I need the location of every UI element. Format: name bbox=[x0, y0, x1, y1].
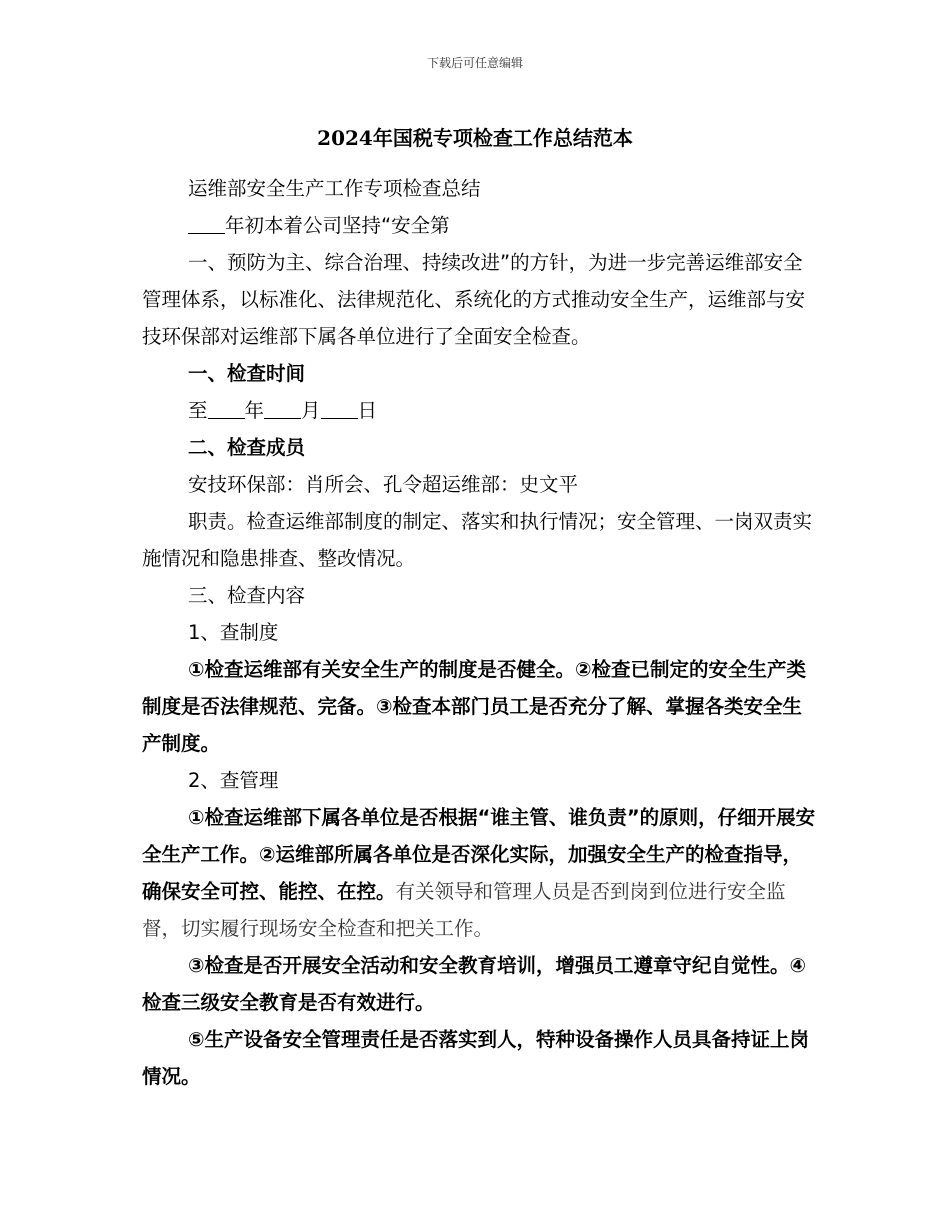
intro-line bbox=[142, 207, 818, 244]
item2-paragraph bbox=[142, 799, 818, 947]
date-to: 至 bbox=[188, 399, 208, 422]
document-body bbox=[142, 170, 818, 1095]
section-heading-content: 三、检查内容 bbox=[188, 584, 306, 607]
subtitle: 运维部安全生产工作专项检查总结 bbox=[188, 177, 481, 200]
item1-paragraph: ①检查运维部有关安全生产的制度是否健全。②检查已制定的安全生产类制度是否法律规范、完备。③检查本部门员工是否充分了解、掌握各类安全生产制度。 bbox=[142, 658, 807, 755]
date-month: 月 bbox=[301, 399, 321, 422]
item2-paragraph-3: ③检查是否开展安全活动和安全教育培训，增强员工遵章守纪自觉性。④检查三级安全教育是否有效进行。 bbox=[142, 954, 807, 1014]
header-note: 下载后可任意编辑 bbox=[426, 56, 523, 70]
duties-paragraph: 职责。检查运维部制度的制定、落实和执行情况；安全管理、一岗双责实施情况和隐患排查、整改情况。 bbox=[142, 510, 813, 570]
section-heading-members: 二、检查成员 bbox=[188, 436, 306, 459]
date-year: 年 bbox=[244, 399, 265, 422]
intro-paragraph: 一、预防为主、综合治理、持续改进”的方针，为进一步完善运维部安全管理体系，以标准化、法律规范化、系统化的方式推动安全生产，运维部与安技环保部对运维部下属各单位进行了全面安全检查。 bbox=[142, 251, 806, 348]
blank-underline bbox=[188, 213, 225, 234]
item1-heading: 1、查制度 bbox=[188, 621, 279, 644]
blank-month bbox=[264, 398, 301, 419]
blank-day bbox=[321, 398, 358, 419]
item2-paragraph-5: ⑤生产设备安全管理责任是否落实到人，特种设备操作人员具备持证上岗情况。 bbox=[142, 1028, 810, 1088]
document-title: 2024年国税专项检查工作总结范本 bbox=[317, 126, 633, 150]
date-line bbox=[142, 392, 818, 429]
section-heading-time: 一、检查时间 bbox=[188, 362, 306, 385]
blank-year bbox=[208, 398, 245, 419]
date-day: 日 bbox=[357, 399, 378, 422]
item2-heading: 2、查管理 bbox=[188, 769, 279, 792]
members-line: 安技环保部：肖所会、孔令超运维部：史文平 bbox=[188, 473, 579, 496]
item2-normal-text: 有关领导和管理人员是否到岗到位进行安全监督，切实履行现场安全检查和把关工作。 bbox=[142, 880, 786, 940]
item2-bold-text: ①检查运维部下属各单位是否根据“谁主管、谁负责”的原则，仔细开展安全生产工作。②运维部所属各单位是否深化实际，加强安全生产的检查指导，确保安全可控、能控、在控。 bbox=[142, 806, 816, 903]
intro-tail: 年初本着公司坚持“安全第 bbox=[225, 214, 450, 237]
